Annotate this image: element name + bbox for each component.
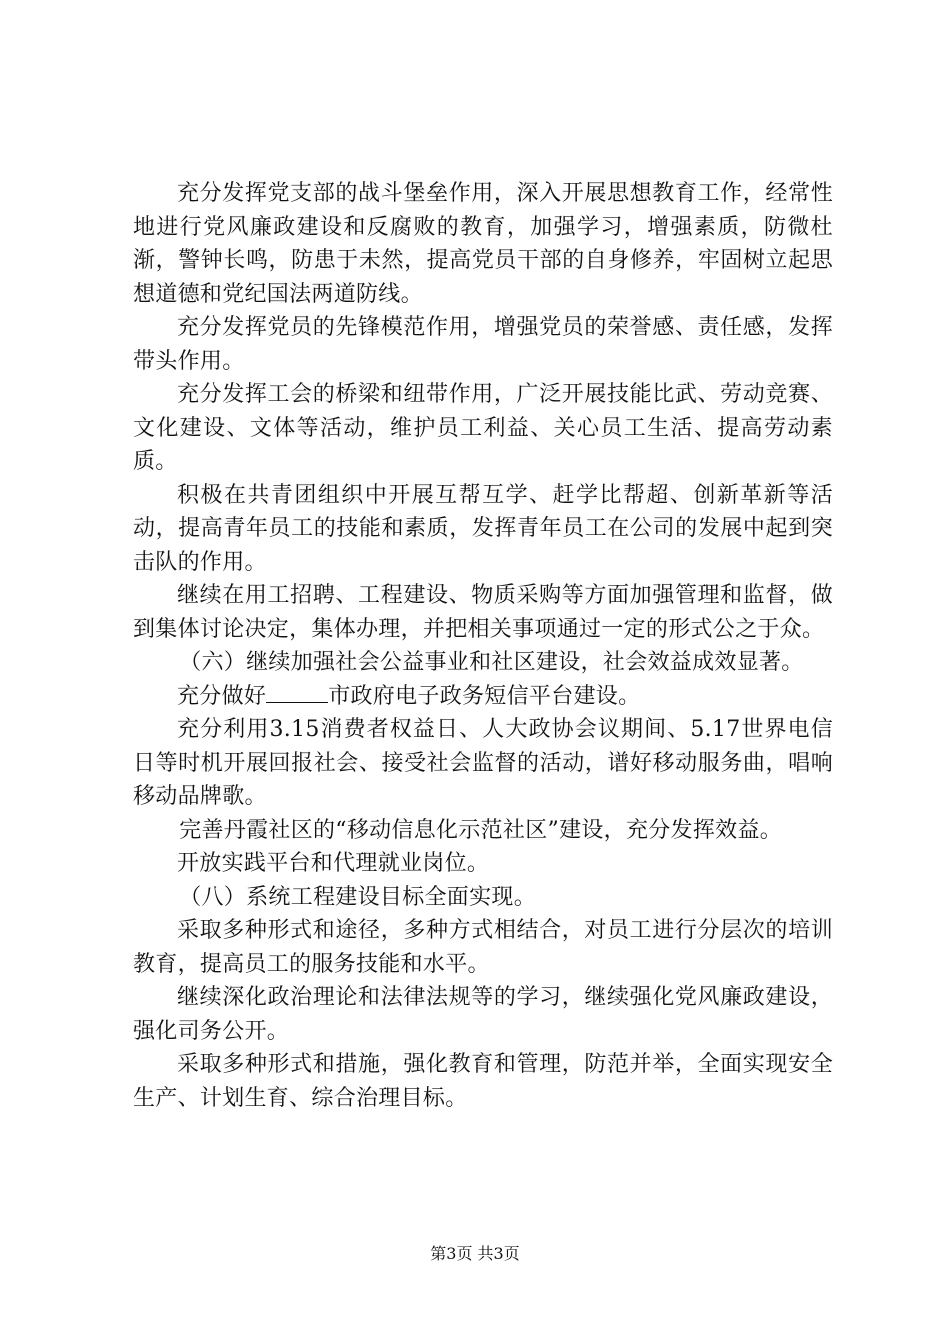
paragraph-danxia-community: 完善丹霞社区的“移动信息化示范社区”建设，充分发挥效益。 — [179, 817, 783, 843]
paragraph-consumer-day: 充分利用3.15消费者权益日、人大政协会议期间、5.17世界电信日等时机开展回报社会、接受社会监督的活动，谱好移动服务曲，唱响移动品牌歌。 — [133, 717, 833, 809]
paragraph-political-study: 继续深化政治理论和法律法规等的学习，继续强化党风廉政建设，强化司务公开。 — [133, 985, 833, 1044]
paragraph-trade-union: 充分发挥工会的桥梁和纽带作用，广泛开展技能比武、劳动竞赛、文化建设、文体等活动，维护员工利益、关心员工生活、提高劳动素质。 — [133, 382, 833, 474]
sms-platform-text-after: 市政府电子政务短信平台建设。 — [328, 683, 641, 709]
paragraph-safety-goals: 采取多种形式和措施，强化教育和管理，防范并举，全面实现安全生产、计划生育、综合治理目标。 — [133, 1052, 833, 1111]
paragraph-party-branch: 充分发挥党支部的战斗堡垒作用，深入开展思想教育工作，经常性地进行党风廉政建设和反腐败的教育，加强学习，增强素质，防微杜渐，警钟长鸣，防患于未然，提高党员干部的自身修养，牢固树立起思想道德和党纪国法两道防线。 — [133, 181, 833, 307]
paragraph-practice-platform: 开放实践平台和代理就业岗位。 — [177, 851, 490, 876]
paragraph-sms-platform — [133, 680, 833, 714]
paragraph-party-members: 充分发挥党员的先锋模范作用，增强党员的荣誉感、责任感，发挥带头作用。 — [133, 315, 833, 374]
page-number-footer: 第3页 共3页 — [430, 1244, 520, 1263]
paragraph-training: 采取多种形式和途径，多种方式相结合，对员工进行分层次的培训教育，提高员工的服务技能和水平。 — [133, 918, 833, 977]
paragraph-section-eight: （八）系统工程建设目标全面实现。 — [179, 884, 536, 910]
fill-in-blank — [266, 684, 328, 703]
sms-platform-text-before: 充分做好 — [177, 683, 267, 709]
paragraph-section-six: （六）继续加强社会公益事业和社区建设，社会效益成效显著。 — [179, 650, 804, 675]
document-body — [133, 177, 833, 1115]
paragraph-supervision: 继续在用工招聘、工程建设、物质采购等方面加强管理和监督，做到集体讨论决定，集体办理，并把相关事项通过一定的形式公之于众。 — [133, 583, 833, 642]
paragraph-youth-league: 积极在共青团组织中开展互帮互学、赶学比帮超、创新革新等活动，提高青年员工的技能和素质，发挥青年员工在公司的发展中起到突击队的作用。 — [133, 482, 833, 575]
